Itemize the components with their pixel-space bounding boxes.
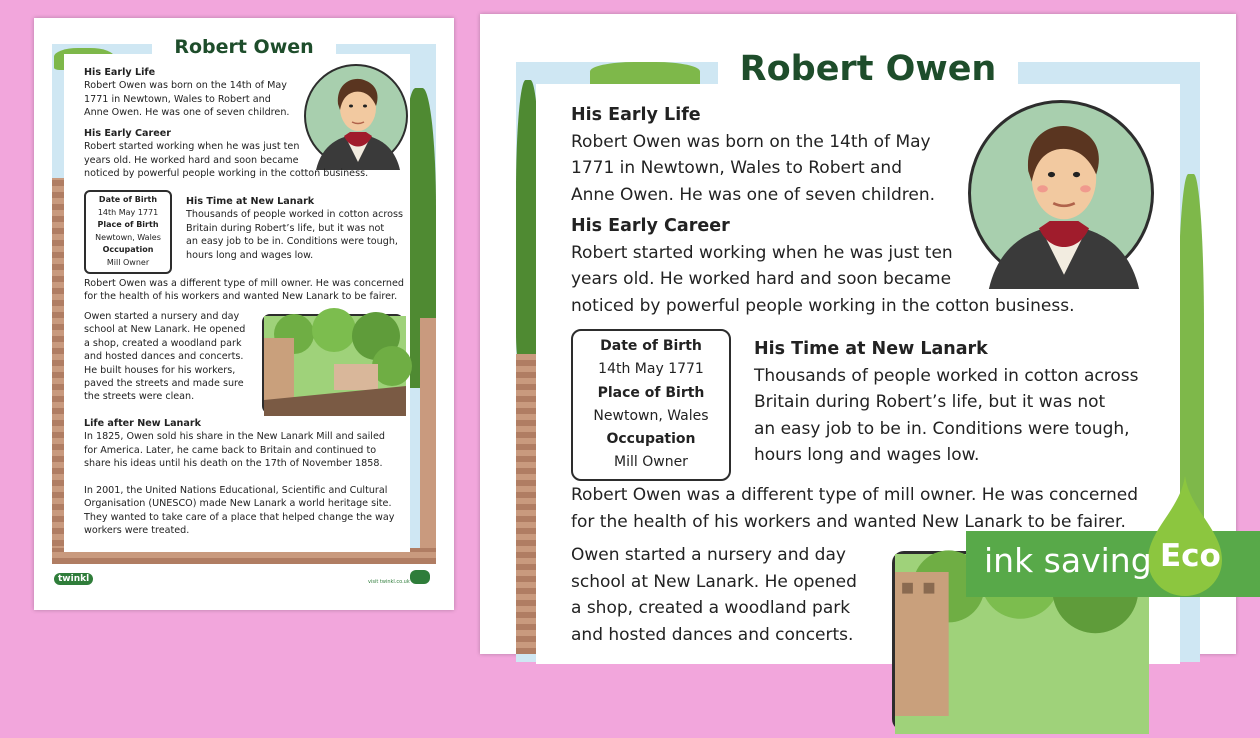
early-life-line: 1771 in Newtown, Wales to Robert and [571, 158, 902, 178]
early-life-heading: His Early Life [571, 105, 701, 125]
pob-label: Place of Birth [597, 384, 705, 401]
nursery-line: and hosted dances and concerts. [84, 351, 244, 363]
nursery-line: the streets were clean. [84, 391, 195, 403]
mill-owner-line: Robert Owen was a different type of mill owner. He was concerned [84, 278, 404, 289]
early-career-heading: His Early Career [571, 216, 730, 236]
early-life-heading: His Early Life [84, 67, 156, 78]
new-lanark-section-large [754, 336, 1184, 469]
mill-owner-line: Robert Owen was a different type of mill owner. He was concerned [571, 485, 1139, 505]
early-career-line: Robert started working when he was just ten [84, 141, 300, 153]
dob-label: Date of Birth [98, 195, 158, 204]
twinkl-logo: twinkl [54, 573, 93, 585]
new-lanark-image [262, 314, 404, 414]
fact-box-large [571, 329, 731, 481]
pob-value: Newtown, Wales [95, 232, 161, 242]
new-lanark-line: an easy job to be in. Conditions were tough, [754, 418, 1130, 439]
new-lanark-heading: His Time at New Lanark [754, 339, 988, 359]
scene-building [420, 318, 436, 548]
nursery-section-large [571, 542, 891, 648]
early-life-line: 1771 in Newtown, Wales to Robert and [84, 93, 271, 105]
nursery-line: school at New Lanark. He opened [571, 571, 857, 592]
page-title-large: Robert Owen [718, 44, 1018, 94]
ink-saving-label: ink saving [984, 541, 1152, 580]
new-lanark-line: Thousands of people worked in cotton across [186, 209, 403, 221]
mill-owner-line: for the health of his workers and wanted New Lanark to be fairer. [571, 511, 1126, 532]
nursery-line: He built houses for his workers, [84, 364, 236, 376]
occupation-value: Mill Owner [614, 454, 688, 471]
life-after-section [84, 417, 414, 471]
dob-value: 14th May 1771 [598, 361, 704, 378]
mill-owner-line: for the health of his workers and wanted New Lanark to be fairer. [84, 291, 398, 303]
new-lanark-line: hours long and wages low. [754, 445, 980, 465]
new-lanark-line: Thousands of people worked in cotton across [754, 365, 1139, 386]
new-lanark-line: Britain during Robert’s life, but it was not [754, 392, 1106, 412]
nursery-line: Owen started a nursery and day [84, 311, 240, 322]
unesco-line: Organisation (UNESCO) made New Lanark a world heritage site. [84, 498, 392, 510]
life-after-line: for America. Later, he came back to Britain and continued to [84, 444, 377, 456]
pob-value: Newtown, Wales [593, 407, 709, 424]
early-life-line: Anne Owen. He was one of seven children. [84, 107, 290, 119]
occupation-label: Occupation [102, 245, 154, 254]
occupation-value: Mill Owner [106, 257, 150, 267]
early-career-heading: His Early Career [84, 128, 171, 139]
early-life-line: Robert Owen was born on the 14th of May [571, 131, 931, 152]
occupation-label: Occupation [606, 431, 696, 448]
mill-owner-section [84, 277, 414, 304]
early-career-section-large [571, 213, 1181, 319]
life-after-line: share his ideas until his death on the 17th of November 1858. [84, 458, 383, 470]
eco-label: Eco [1160, 538, 1221, 574]
nursery-line: Owen started a nursery and day [571, 545, 846, 565]
early-career-line: years old. He worked hard and soon became [84, 154, 299, 166]
preview-thumbnail-sheet [34, 18, 454, 610]
nursery-line: and hosted dances and concerts. [571, 624, 854, 645]
nursery-line: paved the streets and made sure [84, 378, 244, 390]
early-life-line: Anne Owen. He was one of seven children. [571, 184, 936, 205]
unesco-line: They wanted to take care of a place that helped change the way [84, 511, 395, 523]
footer-url: visit twinkl.co.uk [368, 579, 410, 585]
new-lanark-line: an easy job to be in. Conditions were tough, [186, 236, 398, 248]
early-career-line: years old. He worked hard and soon became [571, 269, 952, 289]
nursery-line: a shop, created a woodland park [571, 598, 851, 618]
fact-box [84, 190, 172, 274]
scene-tree [590, 62, 700, 86]
ink-drop-icon [1146, 476, 1224, 596]
nursery-line: a shop, created a woodland park [84, 337, 242, 349]
dob-value: 14th May 1771 [97, 207, 159, 217]
nursery-line: school at New Lanark. He opened [84, 324, 246, 336]
new-lanark-line: Britain during Robert’s life, but it was not [186, 222, 385, 234]
new-lanark-line: hours long and wages low. [186, 249, 314, 261]
early-life-line: Robert Owen was born on the 14th of May [84, 80, 287, 92]
unesco-section [84, 484, 414, 538]
footer-badge-icon [410, 570, 430, 584]
early-career-line: Robert started working when he was just ten [571, 242, 953, 263]
early-career-section [84, 127, 384, 181]
page-title: Robert Owen [152, 34, 336, 60]
nursery-section [84, 310, 260, 404]
new-lanark-heading: His Time at New Lanark [186, 196, 315, 207]
early-life-section [84, 66, 306, 120]
unesco-line: workers were treated. [84, 525, 190, 537]
life-after-heading: Life after New Lanark [84, 418, 201, 429]
pob-label: Place of Birth [97, 220, 159, 229]
early-life-section-large [571, 102, 971, 208]
mill-owner-section-large [571, 482, 1181, 535]
dob-label: Date of Birth [600, 338, 702, 354]
early-career-line: noticed by powerful people working in the cotton business. [84, 168, 369, 180]
life-after-line: In 1825, Owen sold his share in the New Lanark Mill and sailed [84, 431, 385, 443]
unesco-line: In 2001, the United Nations Educational, Scientific and Cultural [84, 485, 388, 496]
early-career-line: noticed by powerful people working in the cotton business. [571, 295, 1075, 316]
new-lanark-section [186, 195, 414, 262]
